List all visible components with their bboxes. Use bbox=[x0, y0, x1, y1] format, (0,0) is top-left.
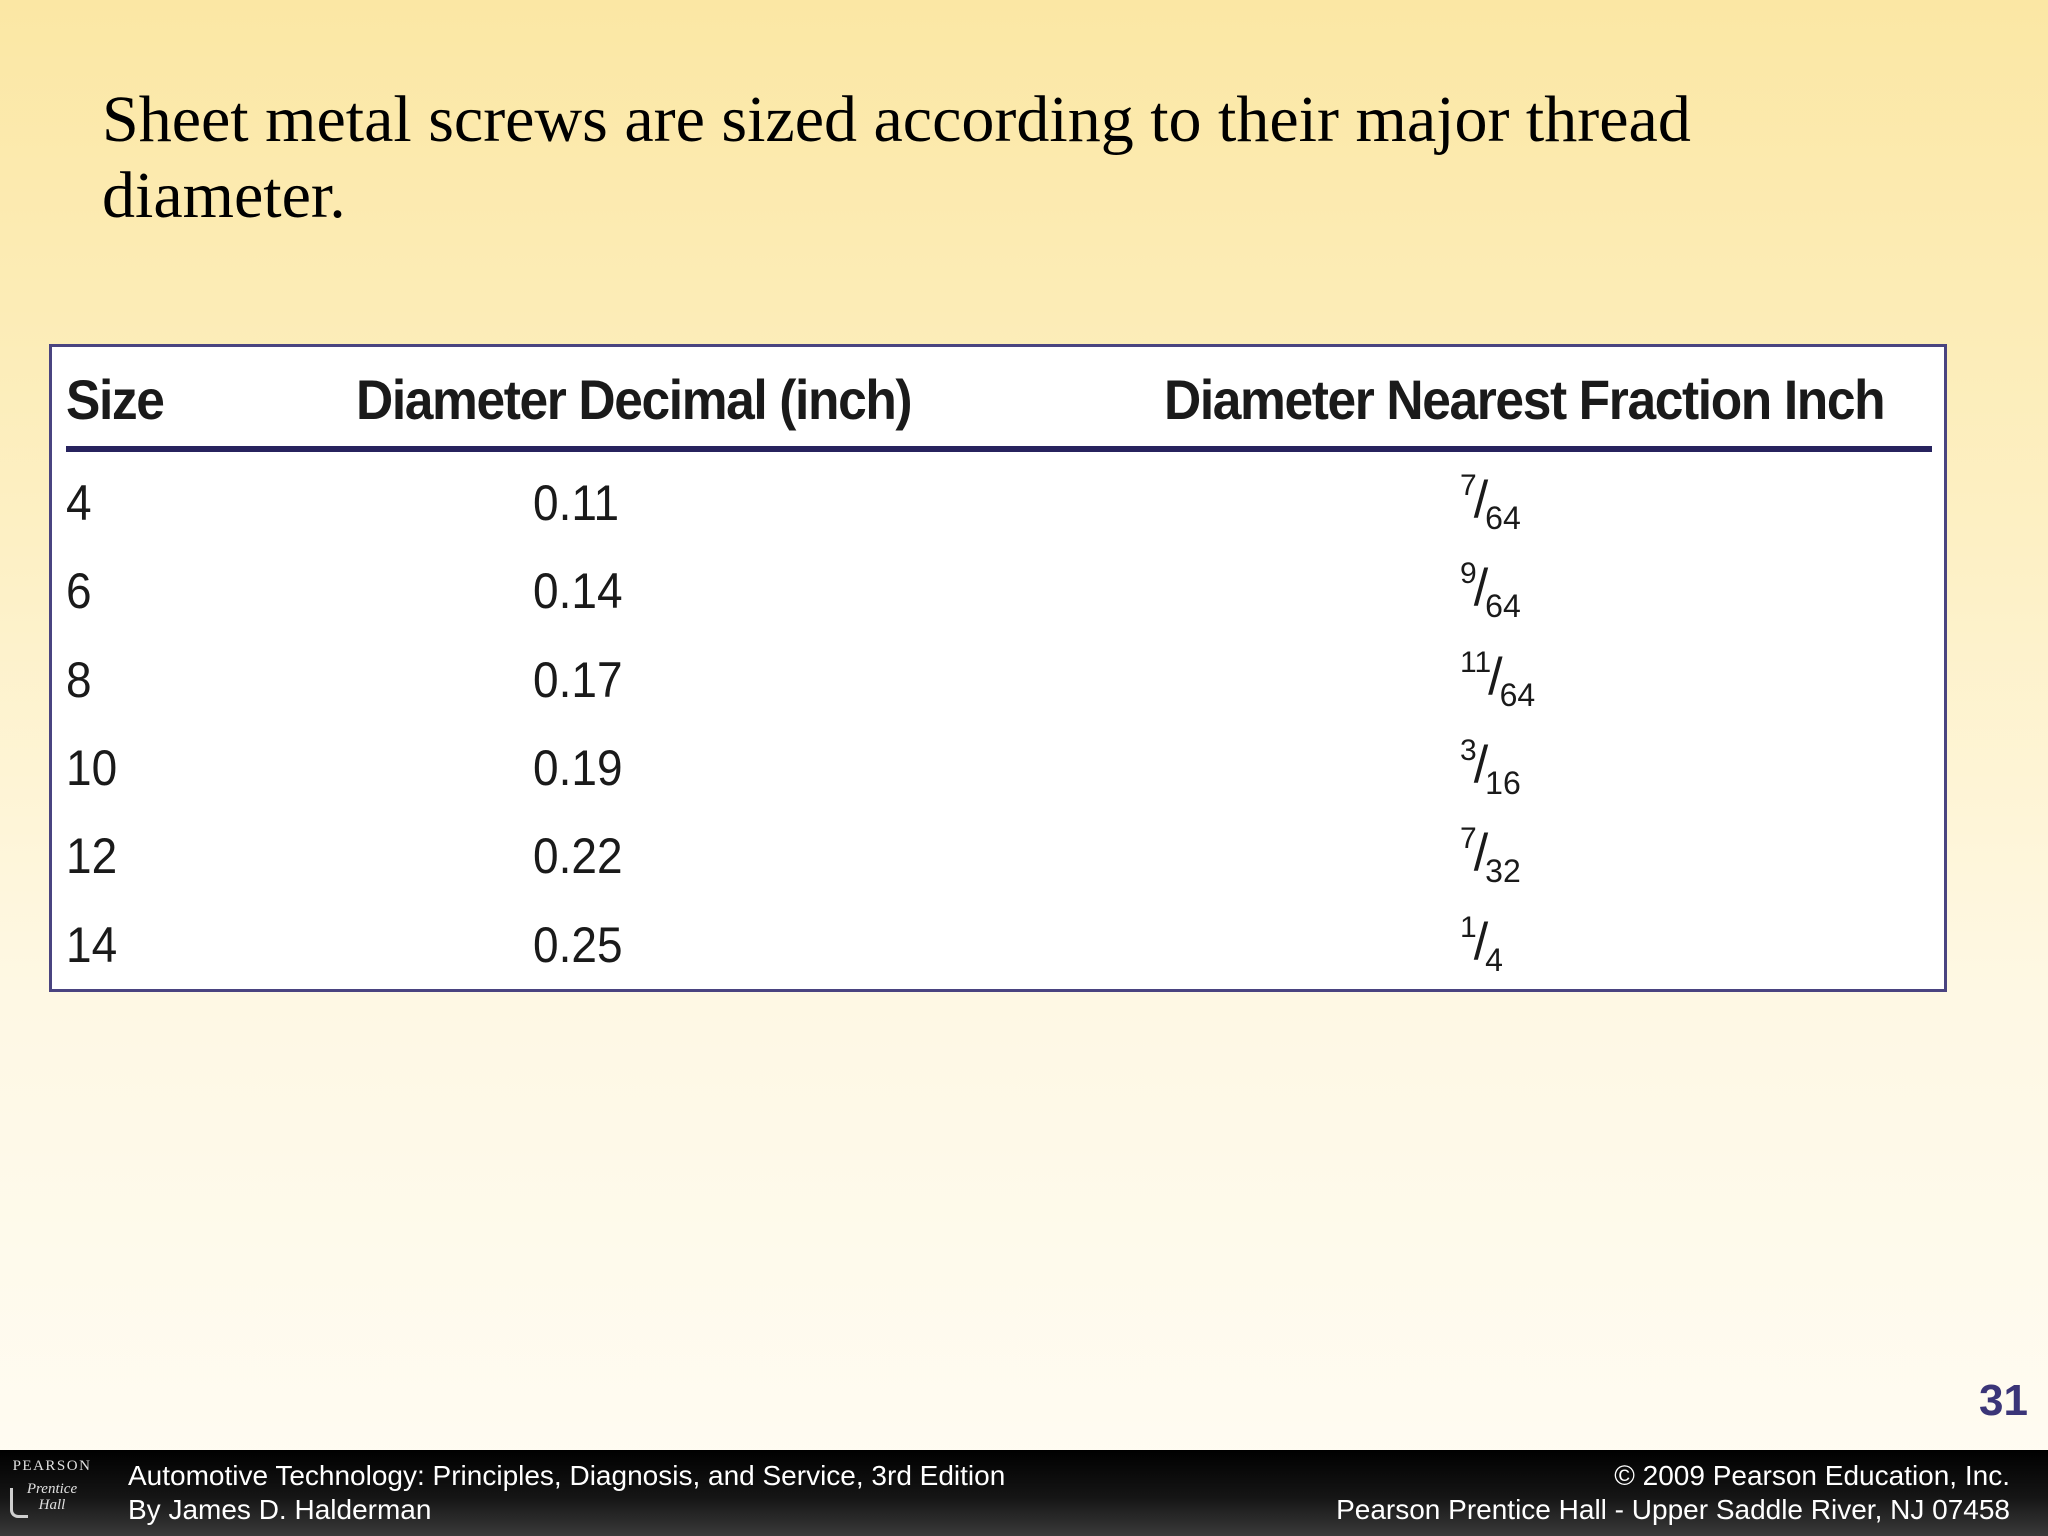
cell-decimal: 0.17 bbox=[533, 652, 623, 708]
footer-publisher: Pearson Prentice Hall - Upper Saddle River, NJ 07458 bbox=[1336, 1494, 2010, 1525]
footer-bar bbox=[0, 1450, 2048, 1536]
logo-brand: PEARSON bbox=[12, 1458, 92, 1474]
slide-title: Sheet metal screws are sized according to their major thread diameter. bbox=[102, 83, 1691, 232]
header-size: Size bbox=[66, 368, 164, 431]
cell-decimal: 0.25 bbox=[533, 917, 623, 973]
cell-size: 4 bbox=[66, 475, 92, 531]
cell-size: 10 bbox=[66, 740, 118, 796]
cell-decimal: 0.19 bbox=[533, 740, 623, 796]
logo-publisher-line-2: Hall bbox=[38, 1497, 66, 1513]
fraction-numerator: 1 bbox=[1460, 911, 1477, 944]
fraction-denominator: 64 bbox=[1499, 677, 1536, 713]
cell-fraction: 9/64 bbox=[1460, 557, 1521, 624]
cell-decimal: 0.11 bbox=[533, 475, 620, 531]
cell-size: 8 bbox=[66, 652, 92, 708]
footer-author: By James D. Halderman bbox=[128, 1494, 432, 1525]
header-rule bbox=[66, 446, 1932, 452]
cell-fraction: 11/64 bbox=[1460, 646, 1536, 713]
screw-size-table bbox=[49, 344, 1947, 992]
footer-book-title: Automotive Technology: Principles, Diagnosis, and Service, 3rd Edition bbox=[128, 1460, 1006, 1491]
fraction-numerator: 7 bbox=[1460, 822, 1477, 855]
prentice-hall-mark-icon bbox=[10, 1488, 28, 1518]
header-diameter-fraction: Diameter Nearest Fraction Inch bbox=[1164, 368, 1885, 431]
cell-fraction: 7/32 bbox=[1460, 822, 1521, 889]
fraction-numerator: 11 bbox=[1460, 646, 1492, 679]
cell-size: 6 bbox=[66, 563, 92, 619]
logo-publisher-line-1: Prentice bbox=[26, 1481, 78, 1497]
cell-fraction: 1/4 bbox=[1460, 911, 1503, 978]
cell-fraction: 7/64 bbox=[1460, 469, 1521, 536]
cell-size: 14 bbox=[66, 917, 118, 973]
fraction-numerator: 9 bbox=[1460, 557, 1477, 590]
header-diameter-decimal: Diameter Decimal (inch) bbox=[356, 368, 912, 431]
cell-decimal: 0.14 bbox=[533, 563, 623, 619]
fraction-numerator: 3 bbox=[1460, 734, 1477, 767]
fraction-denominator: 64 bbox=[1485, 588, 1521, 624]
page-number: 31 bbox=[1979, 1376, 2028, 1425]
fraction-numerator: 7 bbox=[1460, 469, 1477, 502]
cell-fraction: 3/16 bbox=[1460, 734, 1521, 801]
fraction-denominator: 64 bbox=[1485, 500, 1521, 536]
fraction-denominator: 4 bbox=[1485, 942, 1503, 978]
fraction-denominator: 16 bbox=[1485, 765, 1521, 801]
footer-copyright: © 2009 Pearson Education, Inc. bbox=[1614, 1460, 2010, 1491]
fraction-denominator: 32 bbox=[1485, 853, 1521, 889]
cell-decimal: 0.22 bbox=[533, 828, 623, 884]
cell-size: 12 bbox=[66, 828, 118, 884]
pearson-prentice-hall-logo bbox=[4, 1458, 100, 1530]
